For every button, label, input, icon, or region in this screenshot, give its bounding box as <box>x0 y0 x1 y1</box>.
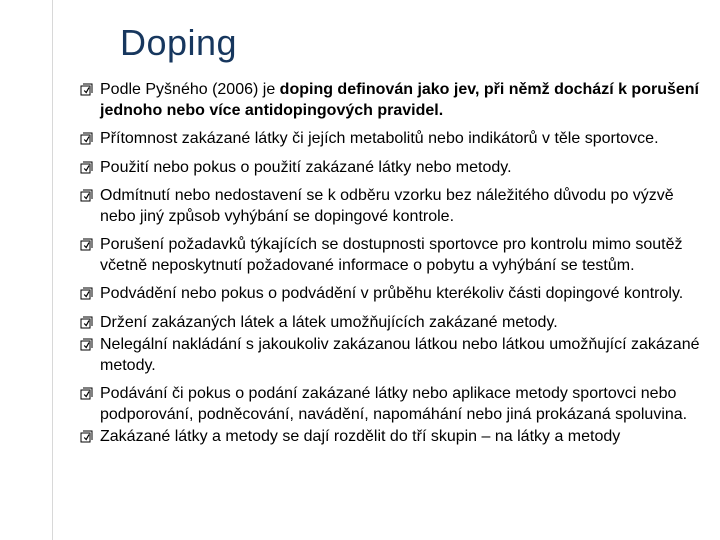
bullet-icon <box>80 132 94 146</box>
left-divider <box>52 0 53 540</box>
bullet-text-part-bold: doping definován jako jev, při němž dochází k porušení jednoho nebo více antidopingových pravidel. <box>100 81 699 119</box>
bullet-text-part: Podle Pyšného (2006) je <box>100 81 280 98</box>
bullet-list <box>80 80 700 448</box>
bullet-icon <box>80 316 94 330</box>
bullet-text <box>100 80 700 121</box>
bullet-text <box>100 186 700 227</box>
bullet-text-part: Odmítnutí nebo nedostavení se k odběru vzorku bez náležitého důvodu po výzvě nebo jiný způsob vyhýbání se dopingové kontrole. <box>100 187 674 225</box>
bullet-icon <box>80 161 94 175</box>
bullet-text-part: Použití nebo pokus o použití zakázané látky nebo metody. <box>100 158 512 176</box>
bullet-icon <box>80 338 94 352</box>
bullet-icon <box>80 238 94 252</box>
bullet-text-part: Zakázané látky a metody se dají rozdělit do tří skupin – na látky a metody <box>100 428 621 445</box>
bullet-icon <box>80 83 94 97</box>
bullet-text <box>100 158 700 179</box>
list-item <box>80 313 700 334</box>
bullet-text <box>100 313 700 334</box>
bullet-text <box>100 129 700 150</box>
list-item <box>80 80 700 121</box>
bullet-text <box>100 384 700 425</box>
list-item <box>80 384 700 425</box>
bullet-icon <box>80 387 94 401</box>
bullet-icon <box>80 430 94 444</box>
bullet-icon <box>80 287 94 301</box>
list-item <box>80 235 700 276</box>
list-item <box>80 158 700 179</box>
bullet-text <box>100 427 700 448</box>
bullet-icon <box>80 189 94 203</box>
list-item <box>80 427 700 448</box>
bullet-text <box>100 335 700 376</box>
bullet-text-part: Nelegální nakládání s jakoukoliv zakázanou látkou nebo látkou umožňující zakázané metody. <box>100 336 700 374</box>
bullet-text-part: Přítomnost zakázané látky či jejích metabolitů nebo indikátorů v těle sportovce. <box>100 130 659 147</box>
bullet-text <box>100 235 700 276</box>
bullet-text-part: Podvádění nebo pokus o podvádění v průběhu kterékoliv části dopingové kontroly. <box>100 285 684 302</box>
list-item <box>80 335 700 376</box>
slide-title: Doping <box>120 22 238 63</box>
bullet-text <box>100 284 700 305</box>
bullet-text-part: Porušení požadavků týkajících se dostupnosti sportovce pro kontrolu mimo soutěž včetně neposkytnutí požadované informace o pobytu a vyhýbání se testům. <box>100 236 683 274</box>
bullet-text-part: Podávání či pokus o podání zakázané látky nebo aplikace metody sportovci nebo podporování, podněcování, navádění, napomáhání nebo jiná prokázaná spoluvina. <box>100 385 688 423</box>
list-item <box>80 129 700 150</box>
list-item <box>80 284 700 305</box>
list-item <box>80 186 700 227</box>
bullet-text-part: Držení zakázaných látek a látek umožňujících zakázané metody. <box>100 313 558 331</box>
